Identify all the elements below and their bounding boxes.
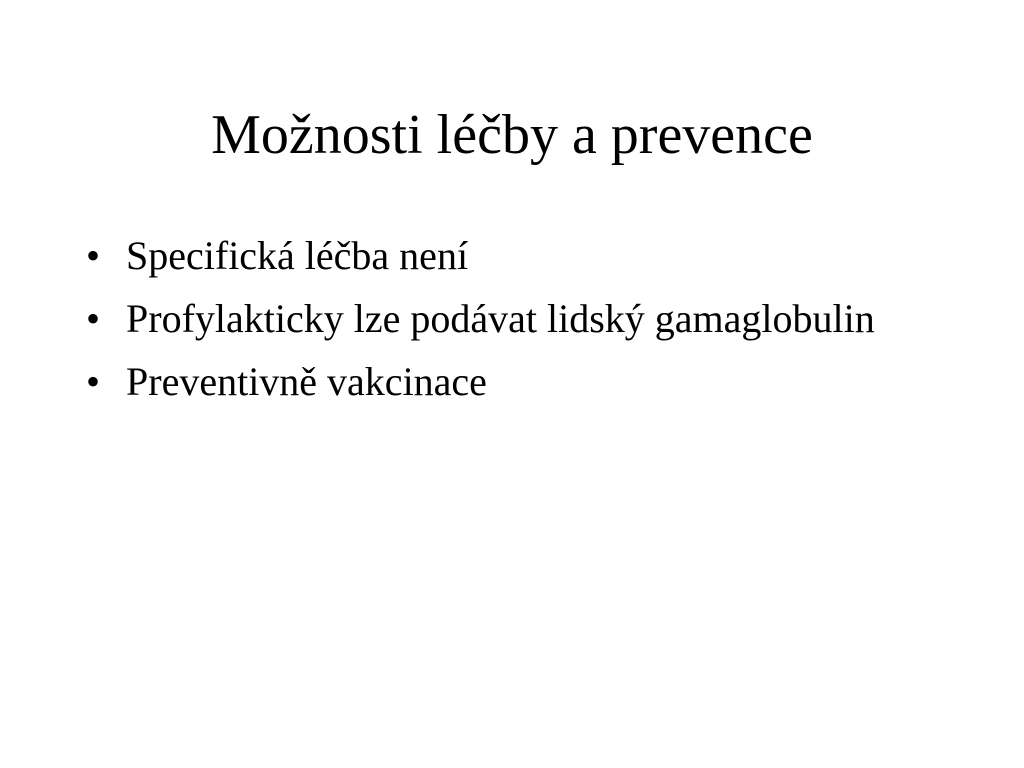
- bullet-text: Specifická léčba není: [126, 233, 469, 278]
- bullet-text: Profylakticky lze podávat lidský gamaglobulin: [126, 296, 875, 341]
- bullet-item-1: [86, 230, 906, 282]
- bullet-list: [86, 230, 906, 419]
- bullet-marker: •: [86, 296, 101, 341]
- bullet-item-2: [86, 293, 906, 345]
- bullet-item-3: [86, 356, 906, 408]
- bullet-marker: •: [86, 359, 101, 404]
- bullet-text: Preventivně vakcinace: [126, 359, 487, 404]
- bullet-marker: •: [86, 233, 101, 278]
- slide-title: Možnosti léčby a prevence: [211, 104, 813, 166]
